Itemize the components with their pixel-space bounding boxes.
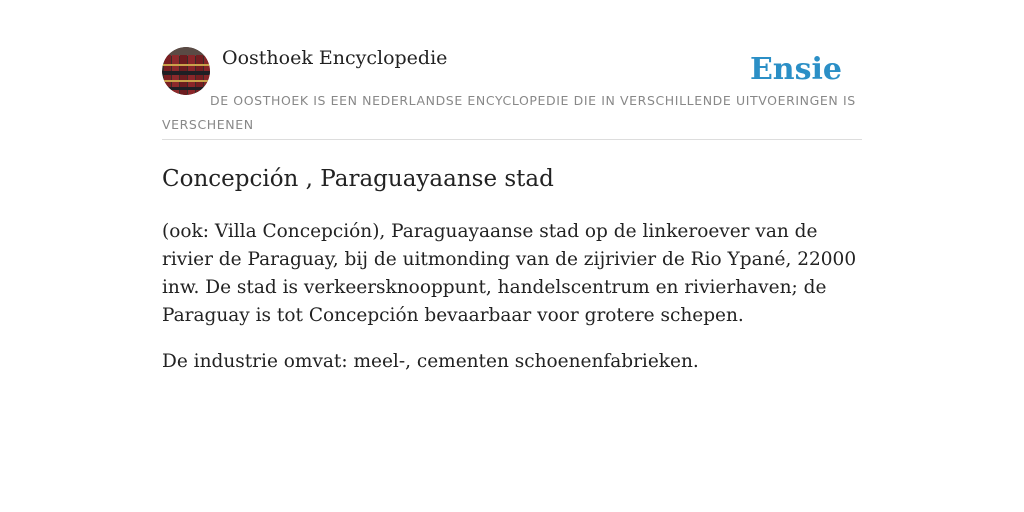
- article-title: Concepción , Paraguayaanse stad: [162, 166, 554, 192]
- article-paragraph: De industrie omvat: meel-, cementen schoenenfabrieken.: [162, 351, 699, 372]
- book-spines-icon[interactable]: [162, 47, 210, 95]
- source-title[interactable]: Oosthoek Encyclopedie: [222, 47, 448, 69]
- page-container: [162, 46, 862, 376]
- source-header: [162, 46, 862, 140]
- article-paragraph: (ook: Villa Concepción), Paraguayaanse stad op de linkeroever van de rivier de Paraguay, bij de uitmonding van de zijrivier de Rio Ypané, 22000 inw. De stad is verkeersknooppunt, handelscentrum en rivierhaven; de Paraguay is tot Concepción bevaarbaar voor grotere schepen.: [162, 221, 857, 326]
- ensie-logo-link[interactable]: Ensie: [749, 52, 842, 87]
- source-description: DE OOSTHOEK IS EEN NEDERLANDSE ENCYCLOPEDIE DIE IN VERSCHILLENDE UITVOERINGEN IS VERSCHENEN: [162, 93, 856, 132]
